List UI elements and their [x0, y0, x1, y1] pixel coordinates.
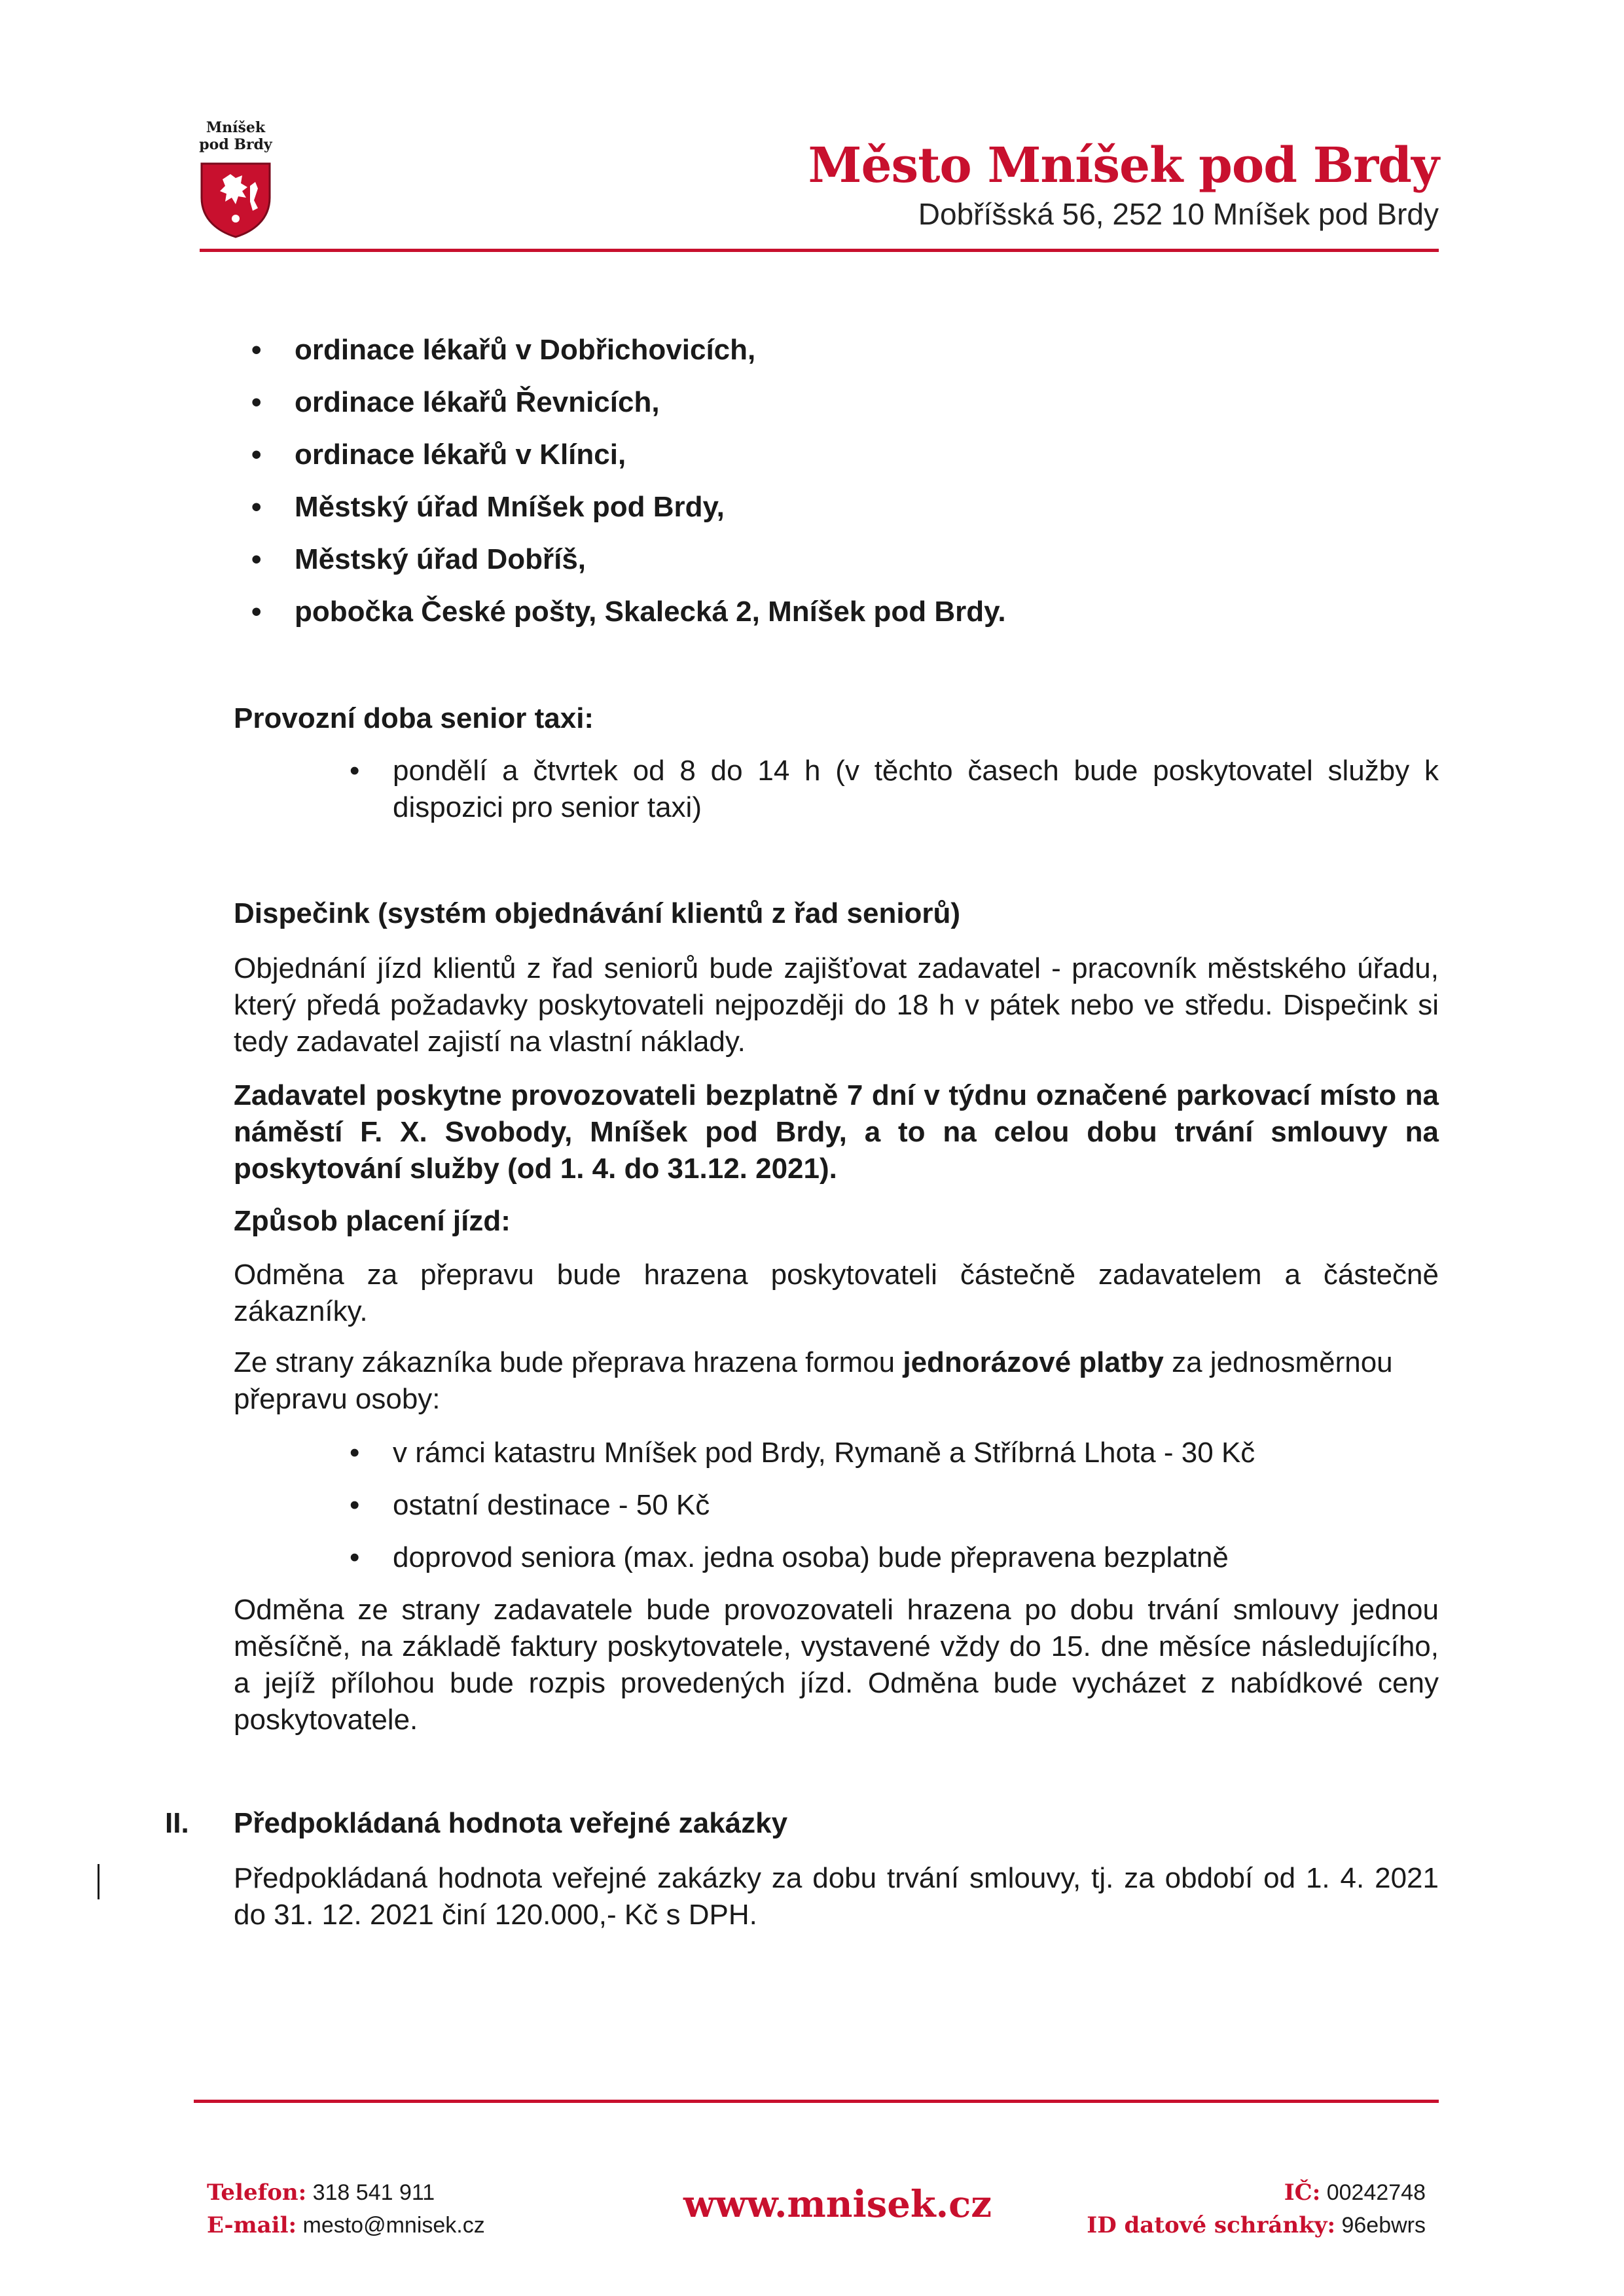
list-item: • ordinace lékařů v Klínci,: [295, 437, 1440, 473]
list-item-post-office: [295, 594, 1440, 630]
post-office-street: Skalecká 2: [604, 596, 752, 628]
payment-paragraph-2: [234, 1344, 1439, 1418]
payment-paragraph-1: Odměna za přepravu bude hrazena poskytovateli částečně zadavatelem a částečně zákazníky.: [234, 1259, 1439, 1327]
payment-p2-before: Ze strany zákazníka bude přeprava hrazena formou: [234, 1346, 903, 1378]
section-paragraph: Předpokládaná hodnota veřejné zakázky za dobu trvání smlouvy, tj. za období od 1. 4. 2021 do 31. 12. 2021 činí 120.000,- Kč s DPH.: [234, 1862, 1439, 1931]
section-heading: Předpokládaná hodnota veřejné zakázky: [234, 1807, 788, 1839]
databox-row: [1087, 2209, 1426, 2242]
list-item: • v rámci katastru Mníšek pod Brdy, Rymaně a Stříbrná Lhota - 30 Kč: [393, 1435, 1439, 1471]
city-title: Město Mníšek pod Brdy: [808, 137, 1439, 194]
logo-line1: Mníšek: [206, 119, 266, 136]
phone-label: Telefon:: [207, 2179, 307, 2206]
post-office-suffix: , Mníšek pod Brdy.: [751, 596, 1006, 628]
coat-of-arms-icon: [196, 160, 275, 238]
operating-hours-list: [393, 753, 1439, 826]
revision-mark: [98, 1864, 99, 1899]
dispatch-heading: Dispečink (systém objednávání klientů z řad seniorů): [234, 897, 961, 929]
email-label: E-mail:: [207, 2212, 297, 2238]
phone-row: [207, 2176, 485, 2209]
list-item: • ostatní destinace - 50 Kč: [393, 1487, 1439, 1524]
phone-value: 318 541 911: [312, 2180, 435, 2205]
list-item: • ordinace lékařů Řevnicích,: [295, 384, 1440, 421]
databox-label: ID datové schránky:: [1087, 2212, 1336, 2238]
logo-line2: pod Brdy: [199, 136, 272, 153]
parking-paragraph: Zadavatel poskytne provozovateli bezplatně 7 dní v týdnu označené parkovací místo na náměstí F. X. Svobody, Mníšek pod Brdy, a to na celou dobu trvání smlouvy na poskytování služby (od 1. 4. do 31.12. 2021).: [234, 1079, 1439, 1185]
footer-contact-left: [207, 2176, 485, 2242]
ic-value: 00242748: [1326, 2180, 1426, 2205]
email-value[interactable]: mesto@mnisek.cz: [302, 2213, 485, 2238]
list-item: • pondělí a čtvrtek od 8 do 14 h (v těchto časech bude poskytovatel služby k dispozici pro senior taxi): [393, 753, 1439, 826]
payment-heading: Způsob placení jízd:: [234, 1205, 511, 1237]
payment-p2-bold: jednorázové platby: [903, 1346, 1164, 1378]
payment-paragraph-3: Odměna ze strany zadavatele bude provozovateli hrazena po dobu trvání smlouvy jednou měsíčně, na základě faktury poskytovatele, vystavené vždy do 15. dne měsíce následujícího, a jejíž přílohou bude rozpis provedených jízd. Odměna bude vycházet z nabídkové ceny poskytovatele.: [234, 1594, 1439, 1736]
footer-contact-right: [1087, 2176, 1426, 2242]
ic-label: IČ:: [1284, 2179, 1321, 2206]
list-item: • Městský úřad Dobříš,: [295, 541, 1440, 578]
list-item: • Městský úřad Mníšek pod Brdy,: [295, 489, 1440, 526]
city-address: Dobříšská 56, 252 10 Mníšek pod Brdy: [918, 197, 1439, 231]
databox-value: 96ebwrs: [1341, 2213, 1426, 2238]
section-number: II.: [165, 1807, 189, 1839]
location-list: [295, 332, 1440, 630]
post-office-prefix: pobočka České pošty,: [295, 596, 605, 628]
list-item: • ordinace lékařů v Dobřichovicích,: [295, 332, 1440, 368]
email-row: [207, 2209, 485, 2242]
list-item: • doprovod seniora (max. jedna osoba) bude přepravena bezplatně: [393, 1539, 1439, 1576]
operating-hours-heading: Provozní doba senior taxi:: [234, 702, 594, 734]
website-link[interactable]: www.mnisek.cz: [683, 2183, 992, 2226]
logo: [196, 119, 275, 238]
price-list: [393, 1435, 1439, 1576]
footer-divider: [194, 2100, 1439, 2103]
ic-row: [1087, 2176, 1426, 2209]
header-divider: [200, 249, 1439, 252]
dispatch-paragraph: Objednání jízd klientů z řad seniorů bude zajišťovat zadavatel - pracovník městského úřadu, který předá požadavky poskytovateli nejpozději do 18 h v pátek nebo ve středu. Dispečink si tedy zadavatel zajistí na vlastní náklady.: [234, 952, 1439, 1058]
payment-p2-after: za jednosměrnou přepravu osoby:: [234, 1346, 1393, 1415]
